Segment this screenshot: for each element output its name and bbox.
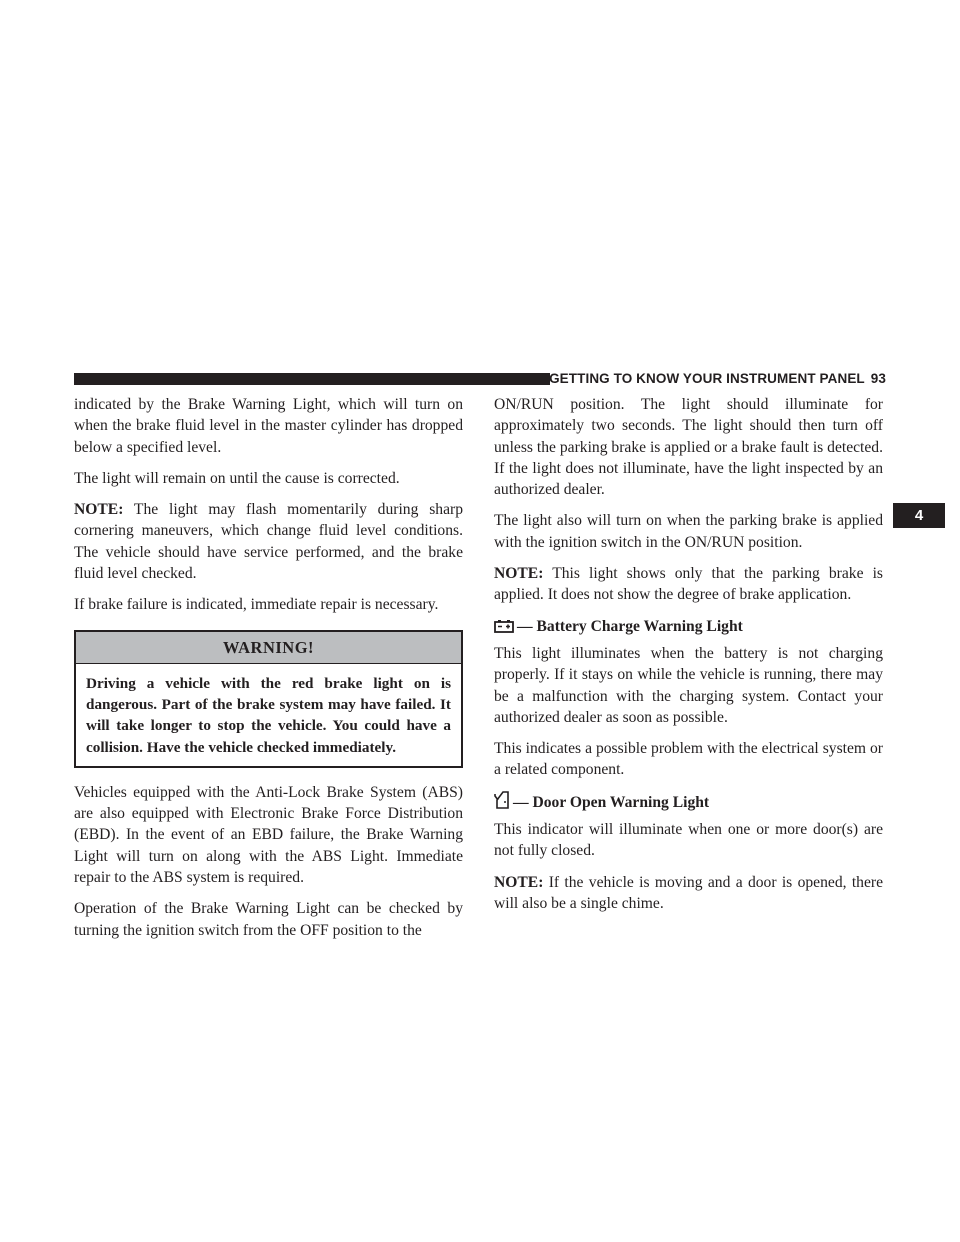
chapter-tab: 4 [893,503,945,528]
door-section-title: — Door Open Warning Light [513,793,710,811]
paragraph: ON/RUN position. The light should illuminate for approximately two seconds. The light should then turn off unless the parking brake is applied or a brake fault is detected. If the light does not illuminate, have the light inspected by an authorized dealer. [494,396,883,499]
note-label: NOTE: [74,501,124,519]
warning-box [74,630,463,768]
paragraph: The light also will turn on when the parking brake is applied with the ignition switch in the ON/RUN position. [494,512,883,551]
battery-section-heading [494,616,883,637]
note-label: NOTE: [494,873,544,891]
note [494,872,883,915]
page-number: 93 [870,371,886,386]
warning-body: Driving a vehicle with the red brake light on is dangerous. Part of the brake system may have failed. It will take longer to stop the vehicle. You could have a collision. Have the vehicle checked immediately. [86,674,451,756]
paragraph: If brake failure is indicated, immediate repair is necessary. [74,596,439,614]
paragraph: Operation of the Brake Warning Light can be checked by turning the ignition switch from the OFF position to the [74,900,463,939]
paragraph: The light will remain on until the cause is corrected. [74,469,400,487]
page-header [74,370,886,388]
paragraph: This indicator will illuminate when one or more door(s) are not fully closed. [494,821,883,860]
door-section-heading [494,791,883,813]
right-column [494,394,883,924]
header-title [549,370,886,388]
paragraph: This light illuminates when the battery is not charging properly. If it stays on while the vehicle is running, there may be a malfunction with the charging system. Contact your authorized dealer as soon as possible. [494,644,883,726]
door-open-icon [494,791,510,809]
note [494,563,883,606]
battery-section-title: — Battery Charge Warning Light [517,617,743,635]
note-label: NOTE: [494,565,544,583]
header-rule [74,373,550,385]
left-column [74,394,463,951]
note [74,499,463,584]
battery-icon [494,619,514,633]
chapter-title: GETTING TO KNOW YOUR INSTRUMENT PANEL [549,371,865,386]
warning-title: WARNING! [76,632,461,664]
note-text: The light may flash momentarily during sharp cornering maneuvers, which change fluid level conditions. The vehicle should have service performed, and the brake fluid level checked. [74,501,463,583]
paragraph: This indicates a possible problem with the electrical system or a related component. [494,740,883,779]
note-text: This light shows only that the parking brake is applied. It does not show the degree of brake application. [494,565,883,604]
note-text: If the vehicle is moving and a door is opened, there will also be a single chime. [494,873,883,912]
paragraph: indicated by the Brake Warning Light, which will turn on when the brake fluid level in the master cylinder has dropped below a specified level. [74,396,463,456]
paragraph: Vehicles equipped with the Anti-Lock Brake System (ABS) are also equipped with Electronic Brake Force Distribution (EBD). In the event of an EBD failure, the Brake Warning Light will turn on along with the ABS Light. Immediate repair to the ABS system is required. [74,783,463,887]
